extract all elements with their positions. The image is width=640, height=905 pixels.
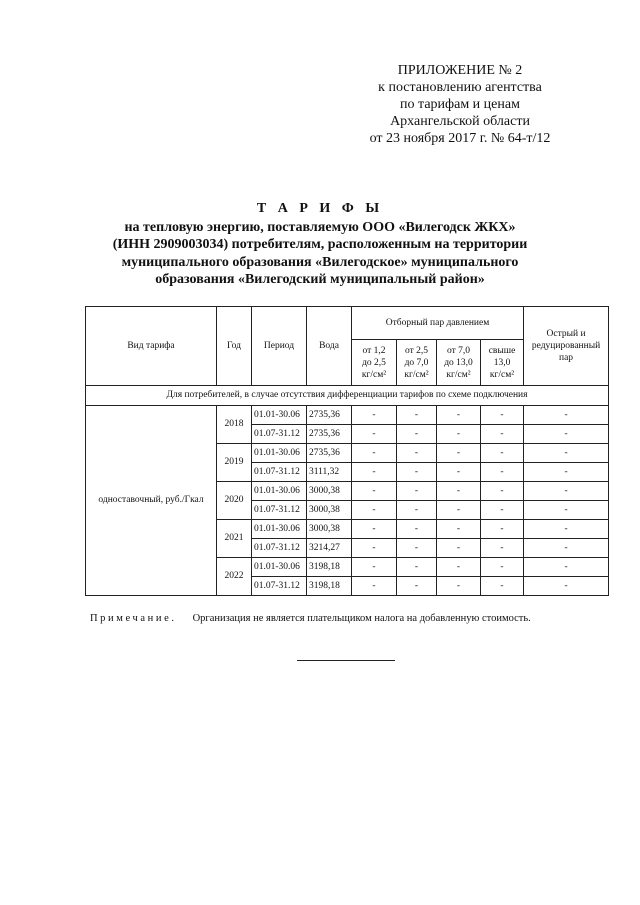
tariff-table [85, 306, 609, 596]
dash-cell: - [437, 577, 481, 596]
water-tariff-cell: 2735,36 [307, 444, 352, 463]
dash-cell: - [524, 501, 609, 520]
dash-cell: - [352, 463, 397, 482]
dash-cell: - [481, 444, 524, 463]
dash-cell: - [524, 539, 609, 558]
appendix-line: Архангельской области [390, 114, 530, 129]
appendix-line: к постановлению агентства [378, 80, 542, 95]
closing-rule [297, 660, 395, 661]
water-tariff-cell: 3000,38 [307, 501, 352, 520]
appendix-block [330, 62, 590, 147]
water-tariff-cell: 3198,18 [307, 577, 352, 596]
water-tariff-cell: 3111,32 [307, 463, 352, 482]
dash-cell: - [481, 425, 524, 444]
water-tariff-cell: 2735,36 [307, 425, 352, 444]
water-tariff-cell: 3214,27 [307, 539, 352, 558]
year-cell: 2021 [217, 520, 252, 558]
period-cell: 01.01-30.06 [252, 444, 307, 463]
title-line: муниципального образования «Вилегодское» муниципального [121, 254, 519, 270]
dash-cell: - [352, 406, 397, 425]
dash-cell: - [524, 558, 609, 577]
dash-cell: - [481, 406, 524, 425]
consumer-note-row: Для потребителей, в случае отсутствия дифференциации тарифов по схеме подключения [86, 386, 609, 406]
dash-cell: - [481, 463, 524, 482]
dash-cell: - [437, 406, 481, 425]
period-cell: 01.01-30.06 [252, 520, 307, 539]
dash-cell: - [352, 539, 397, 558]
dash-cell: - [481, 539, 524, 558]
dash-cell: - [437, 558, 481, 577]
dash-cell: - [397, 444, 437, 463]
dash-cell: - [397, 539, 437, 558]
dash-cell: - [524, 577, 609, 596]
dash-cell: - [352, 501, 397, 520]
dash-cell: - [397, 406, 437, 425]
dash-cell: - [481, 558, 524, 577]
dash-cell: - [352, 577, 397, 596]
header-period: Период [252, 307, 307, 386]
dash-cell: - [481, 577, 524, 596]
appendix-line: по тарифам и ценам [400, 97, 520, 112]
dash-cell: - [524, 463, 609, 482]
period-cell: 01.01-30.06 [252, 482, 307, 501]
header-steam-4: свыше 13,0 кг/см² [481, 340, 524, 386]
footnote-text: Организация не является плательщиком налога на добавленную стоимость. [192, 613, 531, 624]
year-cell: 2020 [217, 482, 252, 520]
water-tariff-cell: 3198,18 [307, 558, 352, 577]
year-cell: 2019 [217, 444, 252, 482]
header-steam-group: Отборный пар давлением [352, 307, 524, 340]
dash-cell: - [397, 482, 437, 501]
period-cell: 01.07-31.12 [252, 463, 307, 482]
dash-cell: - [524, 444, 609, 463]
dash-cell: - [437, 501, 481, 520]
title-line: (ИНН 2909003034) потребителям, расположенным на территории [112, 237, 528, 252]
dash-cell: - [437, 463, 481, 482]
dash-cell: - [481, 482, 524, 501]
header-sharp-steam: Острый и редуцированный пар [524, 307, 609, 386]
header-year: Год [217, 307, 252, 386]
title-word: Т А Р И Ф Ы [256, 201, 384, 216]
tariff-type-cell: одноставочный, руб./Гкал [86, 406, 217, 596]
water-tariff-cell: 2735,36 [307, 406, 352, 425]
year-cell: 2022 [217, 558, 252, 596]
header-steam-1: от 1,2 до 2,5 кг/см² [352, 340, 397, 386]
header-tariff-type: Вид тарифа [86, 307, 217, 386]
header-steam-3: от 7,0 до 13,0 кг/см² [437, 340, 481, 386]
appendix-title: ПРИЛОЖЕНИЕ № 2 [397, 63, 523, 78]
period-cell: 01.01-30.06 [252, 406, 307, 425]
dash-cell: - [524, 482, 609, 501]
title-line: образования «Вилегодский муниципальный район» [155, 272, 485, 287]
header-steam-2: от 2,5 до 7,0 кг/см² [397, 340, 437, 386]
dash-cell: - [352, 482, 397, 501]
water-tariff-cell: 3000,38 [307, 520, 352, 539]
dash-cell: - [352, 558, 397, 577]
dash-cell: - [437, 444, 481, 463]
appendix-date: от 23 ноября 2017 г. № 64-т/12 [369, 131, 551, 146]
dash-cell: - [437, 425, 481, 444]
dash-cell: - [397, 558, 437, 577]
dash-cell: - [352, 444, 397, 463]
footnote-label: Примечание. [90, 613, 177, 624]
dash-cell: - [437, 520, 481, 539]
dash-cell: - [481, 501, 524, 520]
period-cell: 01.07-31.12 [252, 501, 307, 520]
period-cell: 01.01-30.06 [252, 558, 307, 577]
dash-cell: - [352, 520, 397, 539]
period-cell: 01.07-31.12 [252, 539, 307, 558]
dash-cell: - [524, 425, 609, 444]
title-line: на тепловую энергию, поставляемую ООО «Вилегодск ЖКХ» [124, 219, 516, 235]
dash-cell: - [397, 520, 437, 539]
dash-cell: - [437, 482, 481, 501]
dash-cell: - [524, 406, 609, 425]
table-row [86, 406, 609, 425]
document-title [60, 200, 580, 289]
dash-cell: - [481, 520, 524, 539]
dash-cell: - [397, 425, 437, 444]
period-cell: 01.07-31.12 [252, 425, 307, 444]
header-water: Вода [307, 307, 352, 386]
dash-cell: - [437, 539, 481, 558]
dash-cell: - [352, 425, 397, 444]
footnote [90, 613, 610, 624]
dash-cell: - [397, 577, 437, 596]
dash-cell: - [524, 520, 609, 539]
dash-cell: - [397, 463, 437, 482]
period-cell: 01.07-31.12 [252, 577, 307, 596]
dash-cell: - [397, 501, 437, 520]
year-cell: 2018 [217, 406, 252, 444]
water-tariff-cell: 3000,38 [307, 482, 352, 501]
